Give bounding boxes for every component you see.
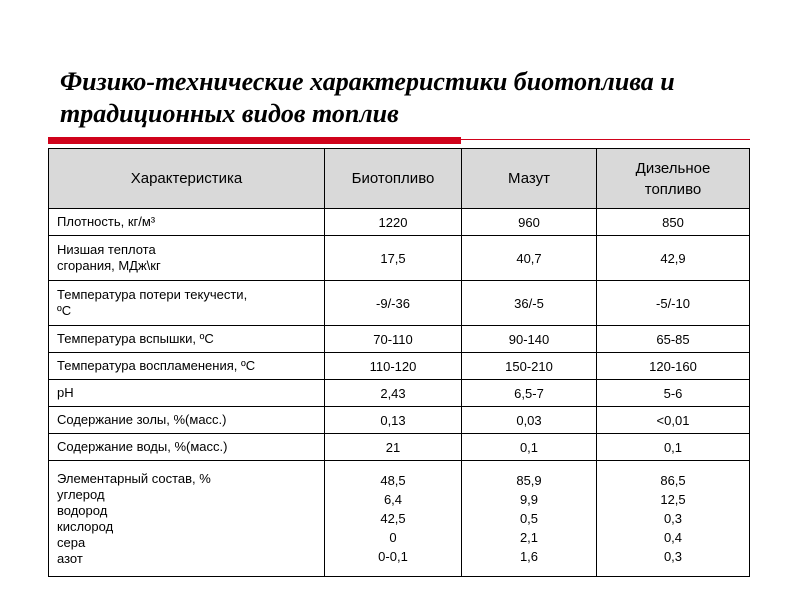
cell-mazut: 36/-5 [462,281,597,326]
row-label: Элементарный состав, % углерод водород кислород сера азот [49,461,325,577]
table-row [49,380,750,407]
cell-biofuel: -9/-36 [325,281,462,326]
table-row [49,209,750,236]
cell-biofuel: 48,5 6,4 42,5 0 0-0,1 [325,461,462,577]
cell-diesel: 86,5 12,5 0,3 0,4 0,3 [597,461,750,577]
page-title: Физико-технические характеристики биотоплива и традиционных видов топлив [60,67,675,128]
row-label: Содержание воды, %(масс.) [49,434,325,461]
title-underline-thin [461,139,750,140]
table-row [49,434,750,461]
cell-biofuel: 17,5 [325,236,462,281]
table-row [49,281,750,326]
column-header-characteristic: Характеристика [49,149,325,209]
cell-mazut: 0,03 [462,407,597,434]
cell-diesel: 42,9 [597,236,750,281]
row-label: Температура воспламенения, ºС [49,353,325,380]
table-row [49,407,750,434]
cell-biofuel: 1220 [325,209,462,236]
row-label: Низшая теплота сгорания, МДж\кг [49,236,325,281]
table-row [49,461,750,577]
table-row [49,236,750,281]
cell-biofuel: 110-120 [325,353,462,380]
cell-mazut: 6,5-7 [462,380,597,407]
row-label: Температура вспышки, ºС [49,326,325,353]
cell-diesel: -5/-10 [597,281,750,326]
cell-mazut: 0,1 [462,434,597,461]
row-label: pH [49,380,325,407]
cell-mazut: 960 [462,209,597,236]
column-header-mazut: Мазут [462,149,597,209]
cell-diesel: 65-85 [597,326,750,353]
cell-biofuel: 70-110 [325,326,462,353]
table-row [49,353,750,380]
cell-mazut: 40,7 [462,236,597,281]
column-header-biofuel: Биотопливо [325,149,462,209]
cell-diesel: <0,01 [597,407,750,434]
cell-biofuel: 0,13 [325,407,462,434]
cell-mazut: 150-210 [462,353,597,380]
title-underline-thick [48,137,461,144]
cell-diesel: 5-6 [597,380,750,407]
cell-mazut: 90-140 [462,326,597,353]
cell-biofuel: 2,43 [325,380,462,407]
fuel-characteristics-table [48,148,750,577]
row-label: Плотность, кг/м³ [49,209,325,236]
column-header-diesel: Дизельное топливо [597,149,750,209]
row-label: Температура потери текучести, ºС [49,281,325,326]
cell-mazut: 85,9 9,9 0,5 2,1 1,6 [462,461,597,577]
cell-diesel: 850 [597,209,750,236]
cell-biofuel: 21 [325,434,462,461]
cell-diesel: 0,1 [597,434,750,461]
table-row [49,326,750,353]
table-header-row [49,149,750,209]
row-label: Содержание золы, %(масс.) [49,407,325,434]
cell-diesel: 120-160 [597,353,750,380]
